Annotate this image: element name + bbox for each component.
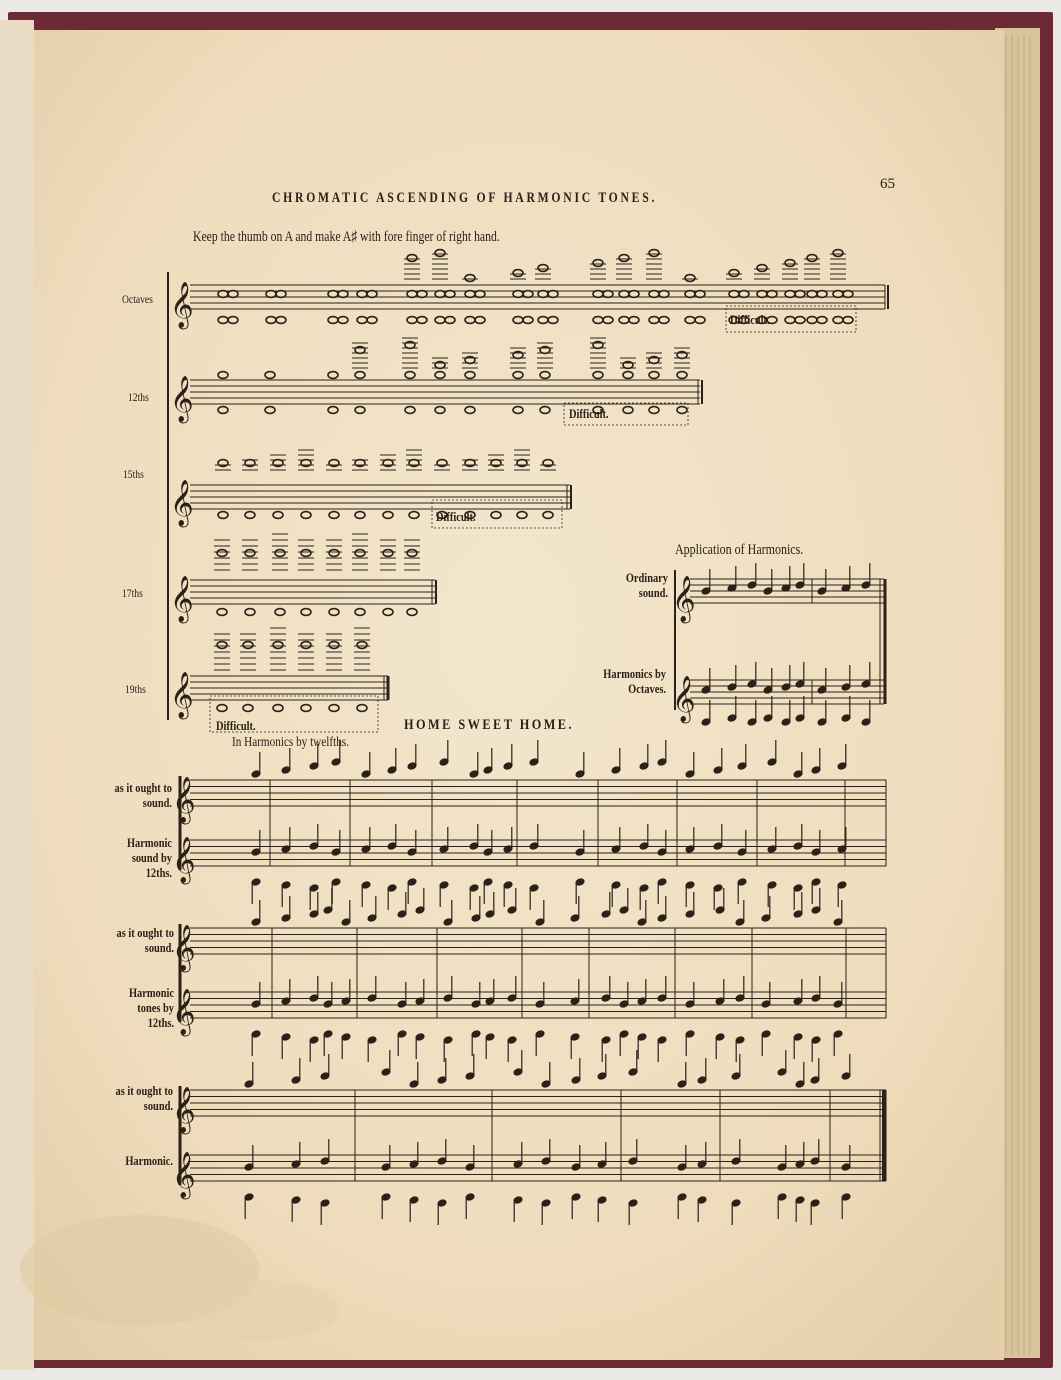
staff-octaves (190, 285, 885, 309)
whole-note (513, 270, 523, 277)
whole-note (833, 317, 843, 324)
whole-note (243, 642, 253, 649)
whole-note (739, 291, 749, 298)
whole-note (338, 291, 348, 298)
whole-note (649, 317, 659, 324)
whole-note (465, 275, 475, 282)
whole-note (435, 372, 445, 379)
whole-note (729, 291, 739, 298)
whole-note (465, 407, 475, 414)
whole-note (301, 705, 311, 712)
whole-note (445, 317, 455, 324)
whole-note (465, 317, 475, 324)
system2-top-staff (190, 928, 886, 954)
difficult-note-15ths: Difficult. (436, 509, 476, 524)
whole-note (435, 317, 445, 324)
whole-note (245, 550, 255, 557)
whole-note (265, 372, 275, 379)
system2-bottom-clef: 𝄞 (172, 989, 196, 1035)
whole-note (523, 317, 533, 324)
treble-clef-octaves: 𝄞 (170, 282, 194, 328)
whole-note (619, 255, 629, 262)
whole-note (619, 317, 629, 324)
whole-note (328, 372, 338, 379)
whole-note (218, 317, 228, 324)
whole-note (807, 255, 817, 262)
treble-clef-15ths: 𝄞 (170, 480, 194, 526)
whole-note (355, 407, 365, 414)
whole-note (795, 291, 805, 298)
whole-note (355, 609, 365, 616)
whole-note (367, 317, 377, 324)
whole-note (228, 291, 238, 298)
whole-note (659, 291, 669, 298)
whole-note (619, 291, 629, 298)
whole-note (405, 372, 415, 379)
whole-note (407, 550, 417, 557)
whole-note (273, 512, 283, 519)
whole-note (593, 291, 603, 298)
page-number: 65 (880, 176, 895, 192)
whole-note (435, 291, 445, 298)
whole-note (245, 609, 255, 616)
whole-note (593, 260, 603, 267)
system2-bottom-label: Harmonic tones by 12ths. (128, 985, 174, 1030)
whole-note (833, 250, 843, 257)
whole-note (540, 407, 550, 414)
whole-note (266, 317, 276, 324)
whole-note (649, 372, 659, 379)
whole-note (329, 550, 339, 557)
whole-note (513, 291, 523, 298)
whole-note (407, 255, 417, 262)
whole-note (218, 512, 228, 519)
whole-note (417, 317, 427, 324)
staff-17ths (190, 580, 435, 604)
whole-note (548, 317, 558, 324)
whole-note (228, 317, 238, 324)
whole-note (677, 372, 687, 379)
whole-note (807, 291, 817, 298)
whole-note (357, 705, 367, 712)
system2-top-label: as it ought to sound. (116, 925, 174, 955)
whole-note (357, 317, 367, 324)
system1-bottom-label: Harmonic sound by 12ths. (126, 835, 172, 880)
whole-note (517, 512, 527, 519)
whole-note (685, 317, 695, 324)
whole-note (328, 291, 338, 298)
stave-label-17ths: 17ths (122, 586, 143, 600)
whole-note (817, 317, 827, 324)
whole-note (405, 407, 415, 414)
system3-top-label: as it ought to sound. (115, 1083, 173, 1113)
whole-note (407, 291, 417, 298)
whole-note (445, 291, 455, 298)
whole-note (465, 291, 475, 298)
whole-note (685, 291, 695, 298)
system3-top-staff (190, 1090, 886, 1116)
whole-note (329, 609, 339, 616)
whole-note (538, 317, 548, 324)
treble-clef-ordinary: 𝄞 (672, 576, 696, 622)
whole-note (538, 265, 548, 272)
treble-clef-harmonics: 𝄞 (672, 676, 696, 722)
whole-note (843, 291, 853, 298)
whole-note (301, 512, 311, 519)
whole-note (465, 372, 475, 379)
treble-clef-19ths: 𝄞 (170, 672, 194, 718)
system2-top-clef: 𝄞 (172, 925, 196, 971)
ordinary-sound-label: Ordinary sound. (625, 570, 668, 600)
whole-note (695, 317, 705, 324)
whole-note (540, 372, 550, 379)
song-title: HOME SWEET HOME. (404, 717, 575, 733)
whole-note (357, 642, 367, 649)
difficult-note-19ths: Difficult. (216, 718, 256, 733)
whole-note (677, 407, 687, 414)
whole-note (328, 407, 338, 414)
whole-note (649, 291, 659, 298)
whole-note (603, 317, 613, 324)
system3-bottom-clef: 𝄞 (172, 1152, 196, 1198)
treble-clef-17ths: 𝄞 (170, 576, 194, 622)
whole-note (623, 407, 633, 414)
whole-note (407, 317, 417, 324)
whole-note (273, 705, 283, 712)
whole-note (685, 275, 695, 282)
whole-note (757, 291, 767, 298)
whole-note (435, 407, 445, 414)
whole-note (475, 317, 485, 324)
whole-note (273, 642, 283, 649)
whole-note (218, 372, 228, 379)
difficult-note-octaves: Difficult. (730, 312, 770, 327)
whole-note (649, 250, 659, 257)
whole-note (629, 317, 639, 324)
whole-note (355, 550, 365, 557)
whole-note (538, 291, 548, 298)
whole-note (217, 642, 227, 649)
whole-note (329, 642, 339, 649)
whole-note (817, 291, 827, 298)
system1-top-clef: 𝄞 (172, 777, 196, 823)
whole-note (355, 512, 365, 519)
whole-note (767, 291, 777, 298)
whole-note (301, 609, 311, 616)
whole-note (757, 265, 767, 272)
whole-note (329, 705, 339, 712)
stave-label-12ths: 12ths (128, 390, 149, 404)
whole-note (729, 270, 739, 277)
whole-note (785, 291, 795, 298)
whole-note (276, 317, 286, 324)
staff-15ths (190, 485, 570, 509)
system1-top-label: as it ought to sound. (114, 780, 172, 810)
whole-note (785, 317, 795, 324)
whole-note (217, 550, 227, 557)
whole-note (491, 512, 501, 519)
whole-note (523, 291, 533, 298)
whole-note (513, 317, 523, 324)
whole-note (548, 291, 558, 298)
whole-note (383, 550, 393, 557)
whole-note (833, 291, 843, 298)
stave-label-octaves: Octaves (122, 292, 153, 306)
whole-note (383, 512, 393, 519)
whole-note (649, 407, 659, 414)
whole-note (217, 609, 227, 616)
whole-note (301, 642, 311, 649)
whole-note (301, 550, 311, 557)
whole-note (367, 291, 377, 298)
whole-note (338, 317, 348, 324)
whole-note (245, 512, 255, 519)
instruction-text: Keep the thumb on A and make A♯ with fore finger of right hand. (193, 229, 500, 245)
whole-note (513, 407, 523, 414)
harmonics-by-octaves-label: Harmonics by Octaves. (603, 666, 666, 696)
whole-note (435, 250, 445, 257)
whole-note (629, 291, 639, 298)
whole-note (217, 705, 227, 712)
whole-note (695, 291, 705, 298)
difficult-note-12ths: Difficult. (569, 406, 609, 421)
whole-note (543, 512, 553, 519)
whole-note (843, 317, 853, 324)
whole-note (275, 609, 285, 616)
whole-note (218, 291, 228, 298)
stave-label-19ths: 19ths (125, 682, 146, 696)
whole-note (218, 407, 228, 414)
whole-note (383, 609, 393, 616)
system3-top-clef: 𝄞 (172, 1087, 196, 1133)
whole-note (795, 317, 805, 324)
whole-note (409, 512, 419, 519)
whole-note (603, 291, 613, 298)
whole-note (513, 372, 523, 379)
whole-note (407, 609, 417, 616)
stave-label-15ths: 15ths (123, 467, 144, 481)
application-title: Application of Harmonics. (675, 542, 804, 558)
system3-bottom-label: Harmonic. (125, 1153, 173, 1168)
whole-note (417, 291, 427, 298)
whole-note (265, 407, 275, 414)
whole-note (475, 291, 485, 298)
whole-note (328, 317, 338, 324)
whole-note (355, 372, 365, 379)
whole-note (329, 512, 339, 519)
whole-note (807, 317, 817, 324)
whole-note (275, 550, 285, 557)
whole-note (266, 291, 276, 298)
whole-note (243, 705, 253, 712)
whole-note (593, 317, 603, 324)
whole-note (357, 291, 367, 298)
page-title: CHROMATIC ASCENDING OF HARMONIC TONES. (272, 190, 658, 206)
whole-note (785, 260, 795, 267)
treble-clef-12ths: 𝄞 (170, 376, 194, 422)
whole-note (276, 291, 286, 298)
whole-note (623, 372, 633, 379)
staff-12ths (190, 380, 700, 404)
whole-note (593, 372, 603, 379)
system1-top-staff (190, 780, 886, 806)
system1-bottom-clef: 𝄞 (172, 837, 196, 883)
song-subtitle: In Harmonics by twelfths. (232, 735, 349, 750)
whole-note (659, 317, 669, 324)
